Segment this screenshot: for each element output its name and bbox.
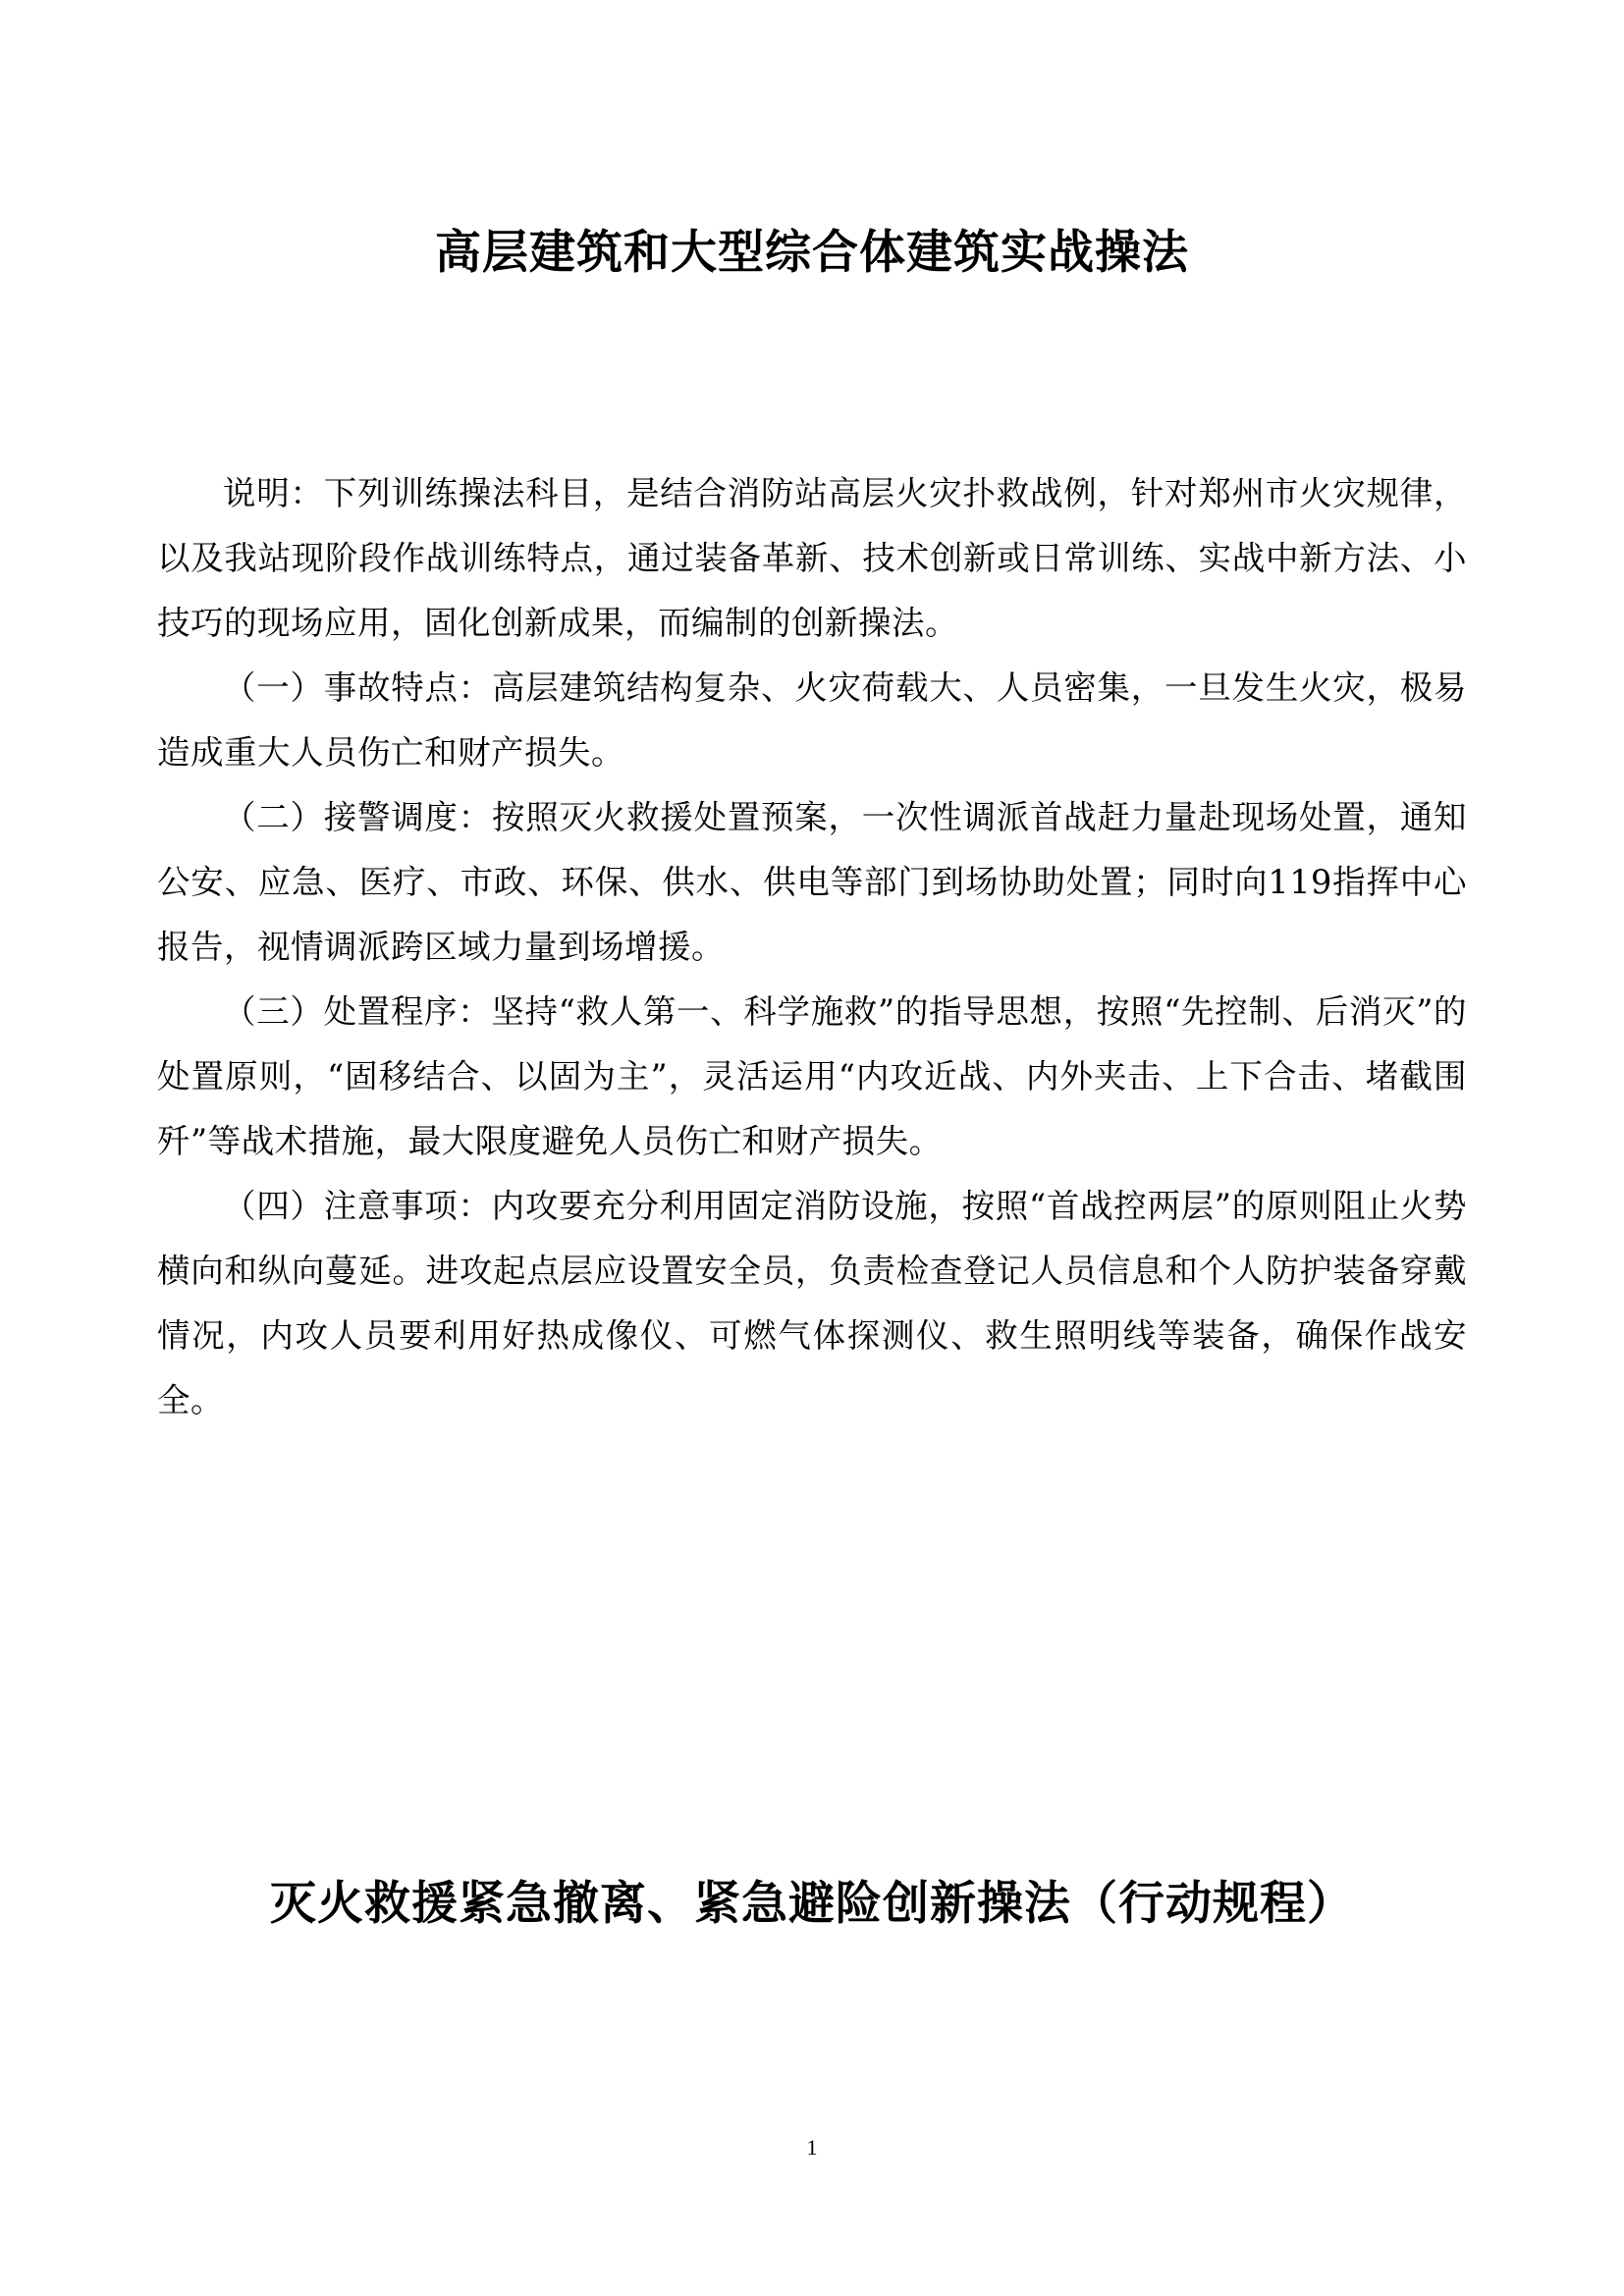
- document-body: [157, 461, 1467, 1433]
- page-number: 1: [806, 2135, 818, 2160]
- paragraph-intro: 说明：下列训练操法科目，是结合消防站高层火灾扑救战例，针对郑州市火灾规律，以及我站现阶段作战训练特点，通过装备革新、技术创新或日常训练、实战中新方法、小技巧的现场应用，固化创新成果，而编制的创新操法。: [157, 474, 1467, 642]
- document-title: 高层建筑和大型综合体建筑实战操法: [435, 226, 1189, 280]
- paragraph-precautions: （四）注意事项：内攻要充分利用固定消防设施，按照“首战控两层”的原则阻止火势横向和纵向蔓延。进攻起点层应设置安全员，负责检查登记人员信息和个人防护装备穿戴情况，内攻人员要利用好热成像仪、可燃气体探测仪、救生照明线等装备，确保作战安全。: [157, 1187, 1467, 1419]
- section-title: 灭火救援紧急撤离、紧急避险创新操法（行动规程）: [270, 1877, 1354, 1931]
- paragraph-accident-features: （一）事故特点：高层建筑结构复杂、火灾荷载大、人员密集，一旦发生火灾，极易造成重大人员伤亡和财产损失。: [157, 668, 1467, 772]
- paragraph-procedure: （三）处置程序：坚持“救人第一、科学施救”的指导思想，按照“先控制、后消灭”的处置原则，“固移结合、以固为主”，灵活运用“内攻近战、内外夹击、上下合击、堵截围歼”等战术措施，最大限度避免人员伤亡和财产损失。: [157, 992, 1467, 1160]
- paragraph-dispatch: （二）接警调度：按照灭火救援处置预案，一次性调派首战赶力量赴现场处置，通知公安、应急、医疗、市政、环保、供水、供电等部门到场协助处置；同时向119指挥中心报告，视情调派跨区域力量到场增援。: [157, 798, 1467, 966]
